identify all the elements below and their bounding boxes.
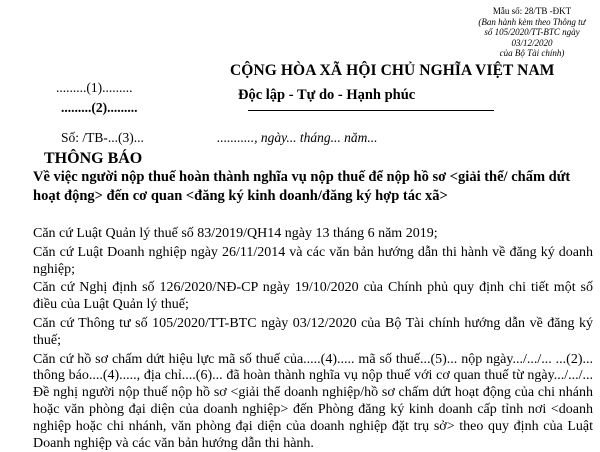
notice-paragraph: Căn cứ hồ sơ chấm dứt hiệu lực mã số thuế của.....(4)..... mã số thuế...(5)... nộp ngày.../.../... ...(2)... thông báo....(4)....., địa chỉ....(6)... đã hoàn thành nghĩa vụ nộp thuế với cơ quan thuế từ ngày.../.../... Đề nghị người nộp thuế nộp hồ sơ <giải thể doanh nghiệp/hồ sơ chấm dứt hoạt động của chi nhánh hoặc văn phòng đại diện của doanh nghiệp> đến Phòng đăng ký kinh doanh cấp tỉnh nơi <doanh nghiệp hoặc chi nhánh, văn phòng đại diện của doanh nghiệp đặt trụ sở> theo quy định của Luật Doanh nghiệp và các văn bản hướng dẫn thi hành. bbox=[33, 351, 593, 451]
document-subject: Về việc người nộp thuế hoàn thành nghĩa vụ nộp thuế để nộp hồ sơ <giải thể/ chấm dứt hoạt động> đến cơ quan <đăng ký kinh doanh/đăng ký hợp tác xã> bbox=[33, 169, 571, 204]
nation-title: CỘNG HÒA XÃ HỘI CHỦ NGHĨA VIỆT NAM bbox=[230, 62, 555, 79]
form-note-line-2: số 105/2020/TT-BTC ngày 03/12/2020 bbox=[484, 27, 580, 48]
legal-basis-tax-law: Căn cứ Luật Quản lý thuế số 83/2019/QH14 ngày 13 tháng 6 năm 2019; bbox=[33, 226, 438, 241]
legal-basis-decree: Căn cứ Nghị định số 126/2020/NĐ-CP ngày 19/10/2020 của Chính phủ quy định chi tiết một số điều của Luật Quản lý thuế; bbox=[33, 280, 593, 313]
form-reference bbox=[470, 6, 594, 59]
document-title: THÔNG BÁO bbox=[44, 150, 143, 167]
motto-underline bbox=[248, 110, 494, 111]
nation-motto: Độc lập - Tự do - Hạnh phúc bbox=[238, 87, 416, 103]
parent-agency-placeholder: .........(1)......... bbox=[56, 80, 133, 95]
legal-basis-enterprise-law: Căn cứ Luật Doanh nghiệp ngày 26/11/2014 và các văn bản hướng dẫn thi hành về đăng ký doanh nghiệp; bbox=[33, 244, 593, 277]
document-body bbox=[33, 226, 593, 452]
form-note-line-3: của Bộ Tài chính) bbox=[499, 48, 565, 58]
form-note-line-1: (Ban hành kèm theo Thông tư bbox=[478, 16, 586, 27]
place-and-date: ..........., ngày... tháng... năm... bbox=[217, 130, 378, 145]
form-code: Mẫu số: 28/TB -ĐKT bbox=[492, 6, 572, 16]
legal-basis-circular: Căn cứ Thông tư số 105/2020/TT-BTC ngày 03/12/2020 của Bộ Tài chính hướng dẫn về đăng ký thuế; bbox=[33, 315, 593, 348]
document-number: Số: /TB-...(3)... bbox=[61, 130, 144, 145]
issuing-agency-placeholder: .........(2)......... bbox=[61, 100, 138, 115]
